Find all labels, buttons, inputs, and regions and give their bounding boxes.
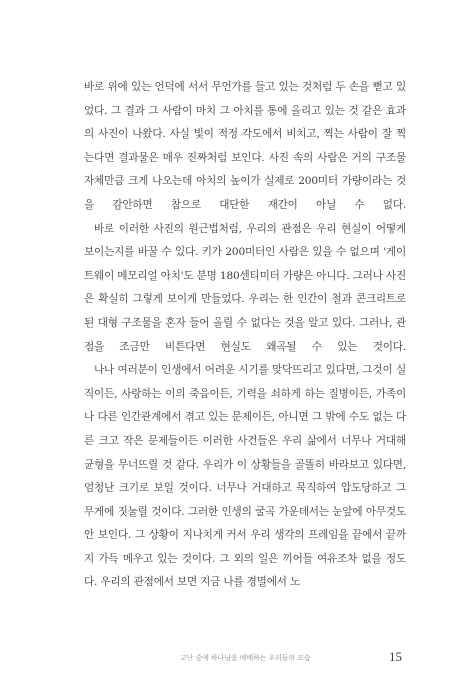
page-footer	[84, 650, 406, 666]
paragraph: 바로 이러한 사진의 원근법처럼, 우리의 관점은 우리 현실이 어떻게 보이는지를 바꿀 수 있다. 키가 200미터인 사람은 있을 수 없으며 '게이트웨이 메모리얼 아치'도 분명 180센티미터 가량은 아니다. 그러나 사진은 확실히 그렇게 보이게 만들었다. 우리는 한 인간이 철과 콘크리트로 된 대형 구조물을 혼자 들어 올릴 수 없다는 것을 알고 있다. 그러나, 관점을 조금만 비튼다면 현실도 왜곡될 수 있는 것이다.	[84, 222, 406, 353]
paragraph: 바로 위에 있는 언덕에 서서 무언가를 들고 있는 것처럼 두 손을 뻗고 있었다. 그 결과 그 사람이 마치 그 아치를 통에 올리고 있는 것 같은 효과의 사진이 나왔다. 사실 빛이 적정 각도에서 비치고, 찍는 사람이 잘 찍는다면 결과물은 매우 진짜처럼 보인다. 사진 속의 사람은 거의 구조물 자체만큼 크게 나오는데 아치의 높이가 실제로 200미터 가량이라는 것을 감안하면 참으로 대단한 재간이 아닐 수 없다.	[84, 81, 406, 211]
body-text	[84, 76, 406, 595]
page-number: 15	[389, 649, 402, 664]
running-title: 고난 중에 하나님을 예배하는 우리들의 모습	[180, 654, 311, 662]
paragraph: 나나 여러분이 인생에서 어려운 시기를 맞닥뜨리고 있다면, 그것이 실직이든, 사랑하는 이의 죽음이든, 기력을 쇠하게 하는 질병이든, 가족이나 다른 인간관계에서 겪고 있는 문제이든, 아니면 그 밖에 수도 없는 다른 크고 작은 문제들이든 이러한 사건들은 우리 삶에서 너무나 거대해 균형을 무너뜨릴 것 같다. 우리가 이 상황들을 골똘히 바라보고 있다면, 엄청난 크기로 보일 것이다. 너무나 거대하고 묵직하여 압도당하고 그 무게에 짓눌릴 것이다. 그러한 인생의 굴곡 가운데서는 눈앞에 아무것도 안 보인다. 그 상황이 지나치게 커서 우리 생각의 프레임을 끝에서 끝까지 가득 메우고 있는 것이다. 그 외의 일은 끼어들 여유조차 없을 정도다. 우리의 관점에서 보면 지금 나를 경멸에서 노	[84, 364, 406, 589]
